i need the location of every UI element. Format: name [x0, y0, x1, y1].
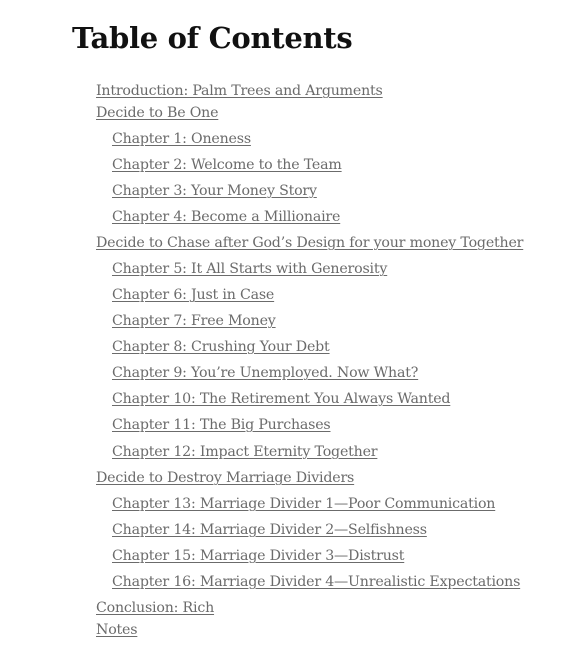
toc-link-chapter-2[interactable]: Chapter 2: Welcome to the Team: [112, 157, 342, 173]
toc-link-part-be-one[interactable]: Decide to Be One: [96, 105, 219, 121]
toc-title: Table of Contents: [72, 21, 353, 55]
toc-link-chapter-15[interactable]: Chapter 15: Marriage Divider 3—Distrust: [112, 548, 405, 564]
toc-link-chapter-7[interactable]: Chapter 7: Free Money: [112, 313, 276, 329]
toc-link-chapter-10[interactable]: Chapter 10: The Retirement You Always Wanted: [112, 391, 451, 407]
toc-link-chapter-16[interactable]: Chapter 16: Marriage Divider 4—Unrealistic Expectations: [112, 574, 521, 590]
toc-link-chapter-11[interactable]: Chapter 11: The Big Purchases: [112, 417, 331, 433]
toc-link-part-marriage-dividers[interactable]: Decide to Destroy Marriage Dividers: [96, 470, 355, 486]
toc-link-conclusion[interactable]: Conclusion: Rich: [96, 600, 215, 616]
toc-link-chapter-12[interactable]: Chapter 12: Impact Eternity Together: [112, 444, 378, 460]
toc-link-chapter-3[interactable]: Chapter 3: Your Money Story: [112, 183, 317, 199]
toc-link-chapter-8[interactable]: Chapter 8: Crushing Your Debt: [112, 339, 330, 355]
toc-link-chapter-4[interactable]: Chapter 4: Become a Millionaire: [112, 209, 341, 225]
toc-link-introduction[interactable]: Introduction: Palm Trees and Arguments: [96, 83, 383, 99]
toc-link-notes[interactable]: Notes: [96, 622, 138, 638]
toc-link-chapter-9[interactable]: Chapter 9: You’re Unemployed. Now What?: [112, 365, 419, 381]
toc-link-chapter-5[interactable]: Chapter 5: It All Starts with Generosity: [112, 261, 388, 277]
toc-link-chapter-13[interactable]: Chapter 13: Marriage Divider 1—Poor Communication: [112, 496, 496, 512]
toc-link-chapter-6[interactable]: Chapter 6: Just in Case: [112, 287, 275, 303]
toc-link-chapter-1[interactable]: Chapter 1: Oneness: [112, 131, 251, 147]
toc-link-part-gods-design[interactable]: Decide to Chase after God’s Design for your money Together: [96, 235, 524, 251]
toc-link-chapter-14[interactable]: Chapter 14: Marriage Divider 2—Selfishness: [112, 522, 427, 538]
